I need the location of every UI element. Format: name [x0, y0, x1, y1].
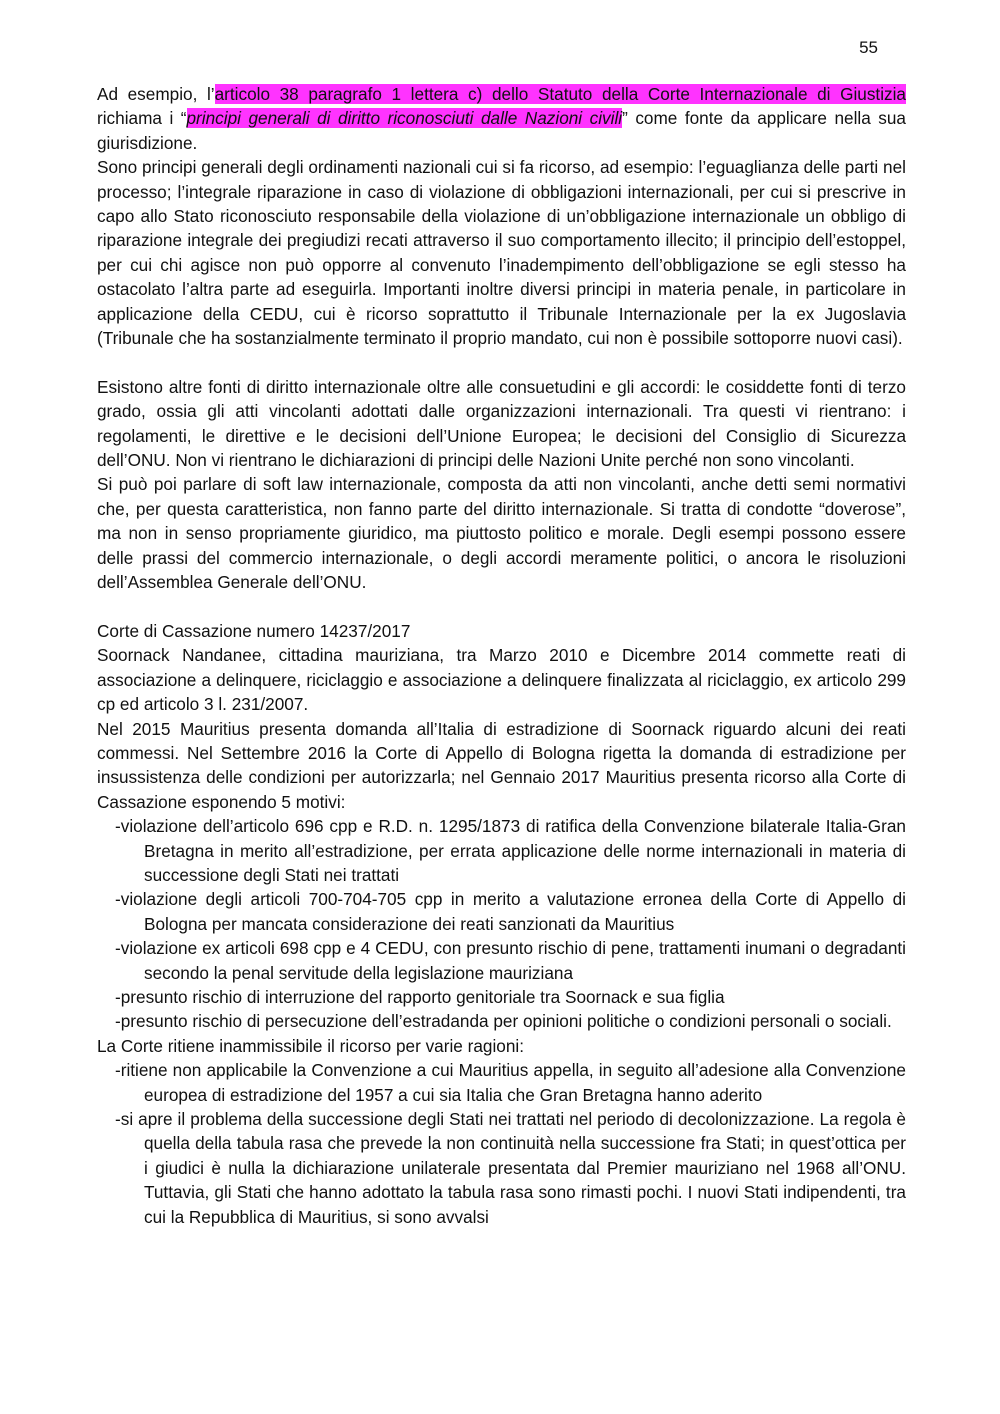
paragraph-case-appeal: Nel 2015 Mauritius presenta domanda all’Italia di estradizione di Soornack riguardo alcuni dei reati commessi. Nel Settembre 2016 la Corte di Appello di Bologna rigetta la domanda di estradizione per insussistenza delle condizioni per autorizzarla; nel Gennaio 2017 Mauritius presenta ricorso alla Corte di Cassazione esponendo 5 motivi:: [97, 718, 906, 812]
ragioni-list: [97, 1058, 906, 1229]
paragraph-text: ” come fonte da applicare nella sua giurisdizione.: [97, 108, 906, 153]
list-item: -si apre il problema della successione degli Stati nei trattati nel periodo di decolonizzazione. La regola è quella della tabula rasa che prevede la non continuità nella successione fra Stati; in quest’ottica per i giudici è nulla la dichiarazione unilaterale presentata dal Premier mauriziano nel 1968 all’ONU. Tuttavia, gli Stati che hanno adottato la tabula rasa sono rimasti pochi. I nuovi Stati indipendenti, tra cui la Repubblica di Mauritius, si sono avvalsi: [115, 1109, 906, 1227]
page-number: 55: [859, 38, 878, 57]
paragraph-spacer: [97, 350, 906, 374]
paragraph-soft-law: Si può poi parlare di soft law internazionale, composta da atti non vincolanti, anche detti semi normativi che, per questa caratteristica, non fanno parte del diritto internazionale. Si tratta di condotte “doverose”, ma non in senso propriamente giuridico, ma piuttosto politico e morale. Degli esempi possono essere delle prassi del commercio internazionale, o degli accordi meramente politici, o ancora le risoluzioni dell’Assemblea Generale dell’ONU.: [97, 474, 906, 593]
paragraph-case-facts: Soornack Nandanee, cittadina mauriziana, tra Marzo 2010 e Dicembre 2014 commette reati di associazione a delinquere, riciclaggio e associazione a delinquere finalizzata al riciclaggio, ex articolo 299 cp ed articolo 3 l. 231/2007.: [97, 645, 906, 715]
list-item: -ritiene non applicabile la Convenzione a cui Mauritius appella, in seguito all’adesione alla Convenzione europea di estradizione del 1957 a cui sia Italia che Gran Bretagna hanno aderito: [115, 1060, 906, 1105]
paragraph-text: Ad esempio, l’: [97, 84, 215, 104]
paragraph-spacer: [97, 595, 906, 619]
highlight-principi-generali: principi generali di diritto riconosciuti dalle Nazioni civili: [186, 108, 623, 129]
case-title: Corte di Cassazione numero 14237/2017: [97, 620, 411, 641]
paragraph-fonti-terzo-grado: Esistono altre fonti di diritto internazionale oltre alle consuetudini e gli accordi: le cosiddette fonti di terzo grado, ossia gli atti vincolanti adottati dalle organizzazioni internazionali. Tra questi vi rientrano: i regolamenti, le direttive e le decisioni dell’Unione Europea; le decisioni del Consiglio di Sicurezza dell’ONU. Non vi rientrano le dichiarazioni di principi delle Nazioni Unite perché non sono vincolanti.: [97, 376, 906, 471]
document-body: [97, 82, 906, 1229]
list-item: -violazione degli articoli 700-704-705 cpp in merito a valutazione erronea della Corte di Appello di Bologna per mancata considerazione dei reati sanzionati da Mauritius: [115, 889, 906, 934]
list-item: -presunto rischio di interruzione del rapporto genitoriale tra Soornack e sua figlia: [115, 987, 725, 1007]
paragraph-court-decision: La Corte ritiene inammissibile il ricorso per varie ragioni:: [97, 1035, 524, 1056]
paragraph-text: richiama i “: [97, 108, 187, 129]
highlight-article-38: articolo 38 paragrafo 1 lettera c) dello Statuto della Corte Internazionale di Giustizia: [214, 84, 906, 104]
list-item: -violazione ex articoli 698 cpp e 4 CEDU, con presunto rischio di pene, trattamenti inumani o degradanti secondo la penal servitude della legislazione mauriziana: [115, 938, 906, 983]
list-item: -presunto rischio di persecuzione dell’estradanda per opinioni politiche o condizioni personali o sociali.: [115, 1011, 892, 1032]
list-item: -violazione dell’articolo 696 cpp e R.D. n. 1295/1873 di ratifica della Convenzione bilaterale Italia-Gran Bretagna in merito all’estradizione, per errata applicazione delle norme internazionali in materia di successione degli Stati nei trattati: [115, 816, 906, 885]
paragraph-principi: Sono principi generali degli ordinamenti nazionali cui si fa ricorso, ad esempio: l’eguaglianza delle parti nel processo; l’integrale riparazione in caso di violazione di obbligazioni internazionali, per cui si prescrive in capo allo Stato riconosciuto responsabile della violazione di un’obbligazione internazionale un obbligo di riparazione integrale dei pregiudizi recati attraverso il suo comportamento illecito; il principio dell’estoppel, per cui chi agisce non può opporre al convenuto l’inadempimento dell’obbligazione se egli stesso ha ostacolato l’altra parte ad eseguirla. Importanti inoltre diversi principi in materia penale, in particolare in applicazione della CEDU, cui è ricorso soprattutto il Tribunale Internazionale per la ex Jugoslavia (Tribunale che ha sostanzialmente terminato il proprio mandato, cui non è possibile sottoporre nuovi casi).: [97, 157, 906, 349]
motivi-list: [97, 814, 906, 1034]
paragraph-article-38: [97, 82, 906, 155]
